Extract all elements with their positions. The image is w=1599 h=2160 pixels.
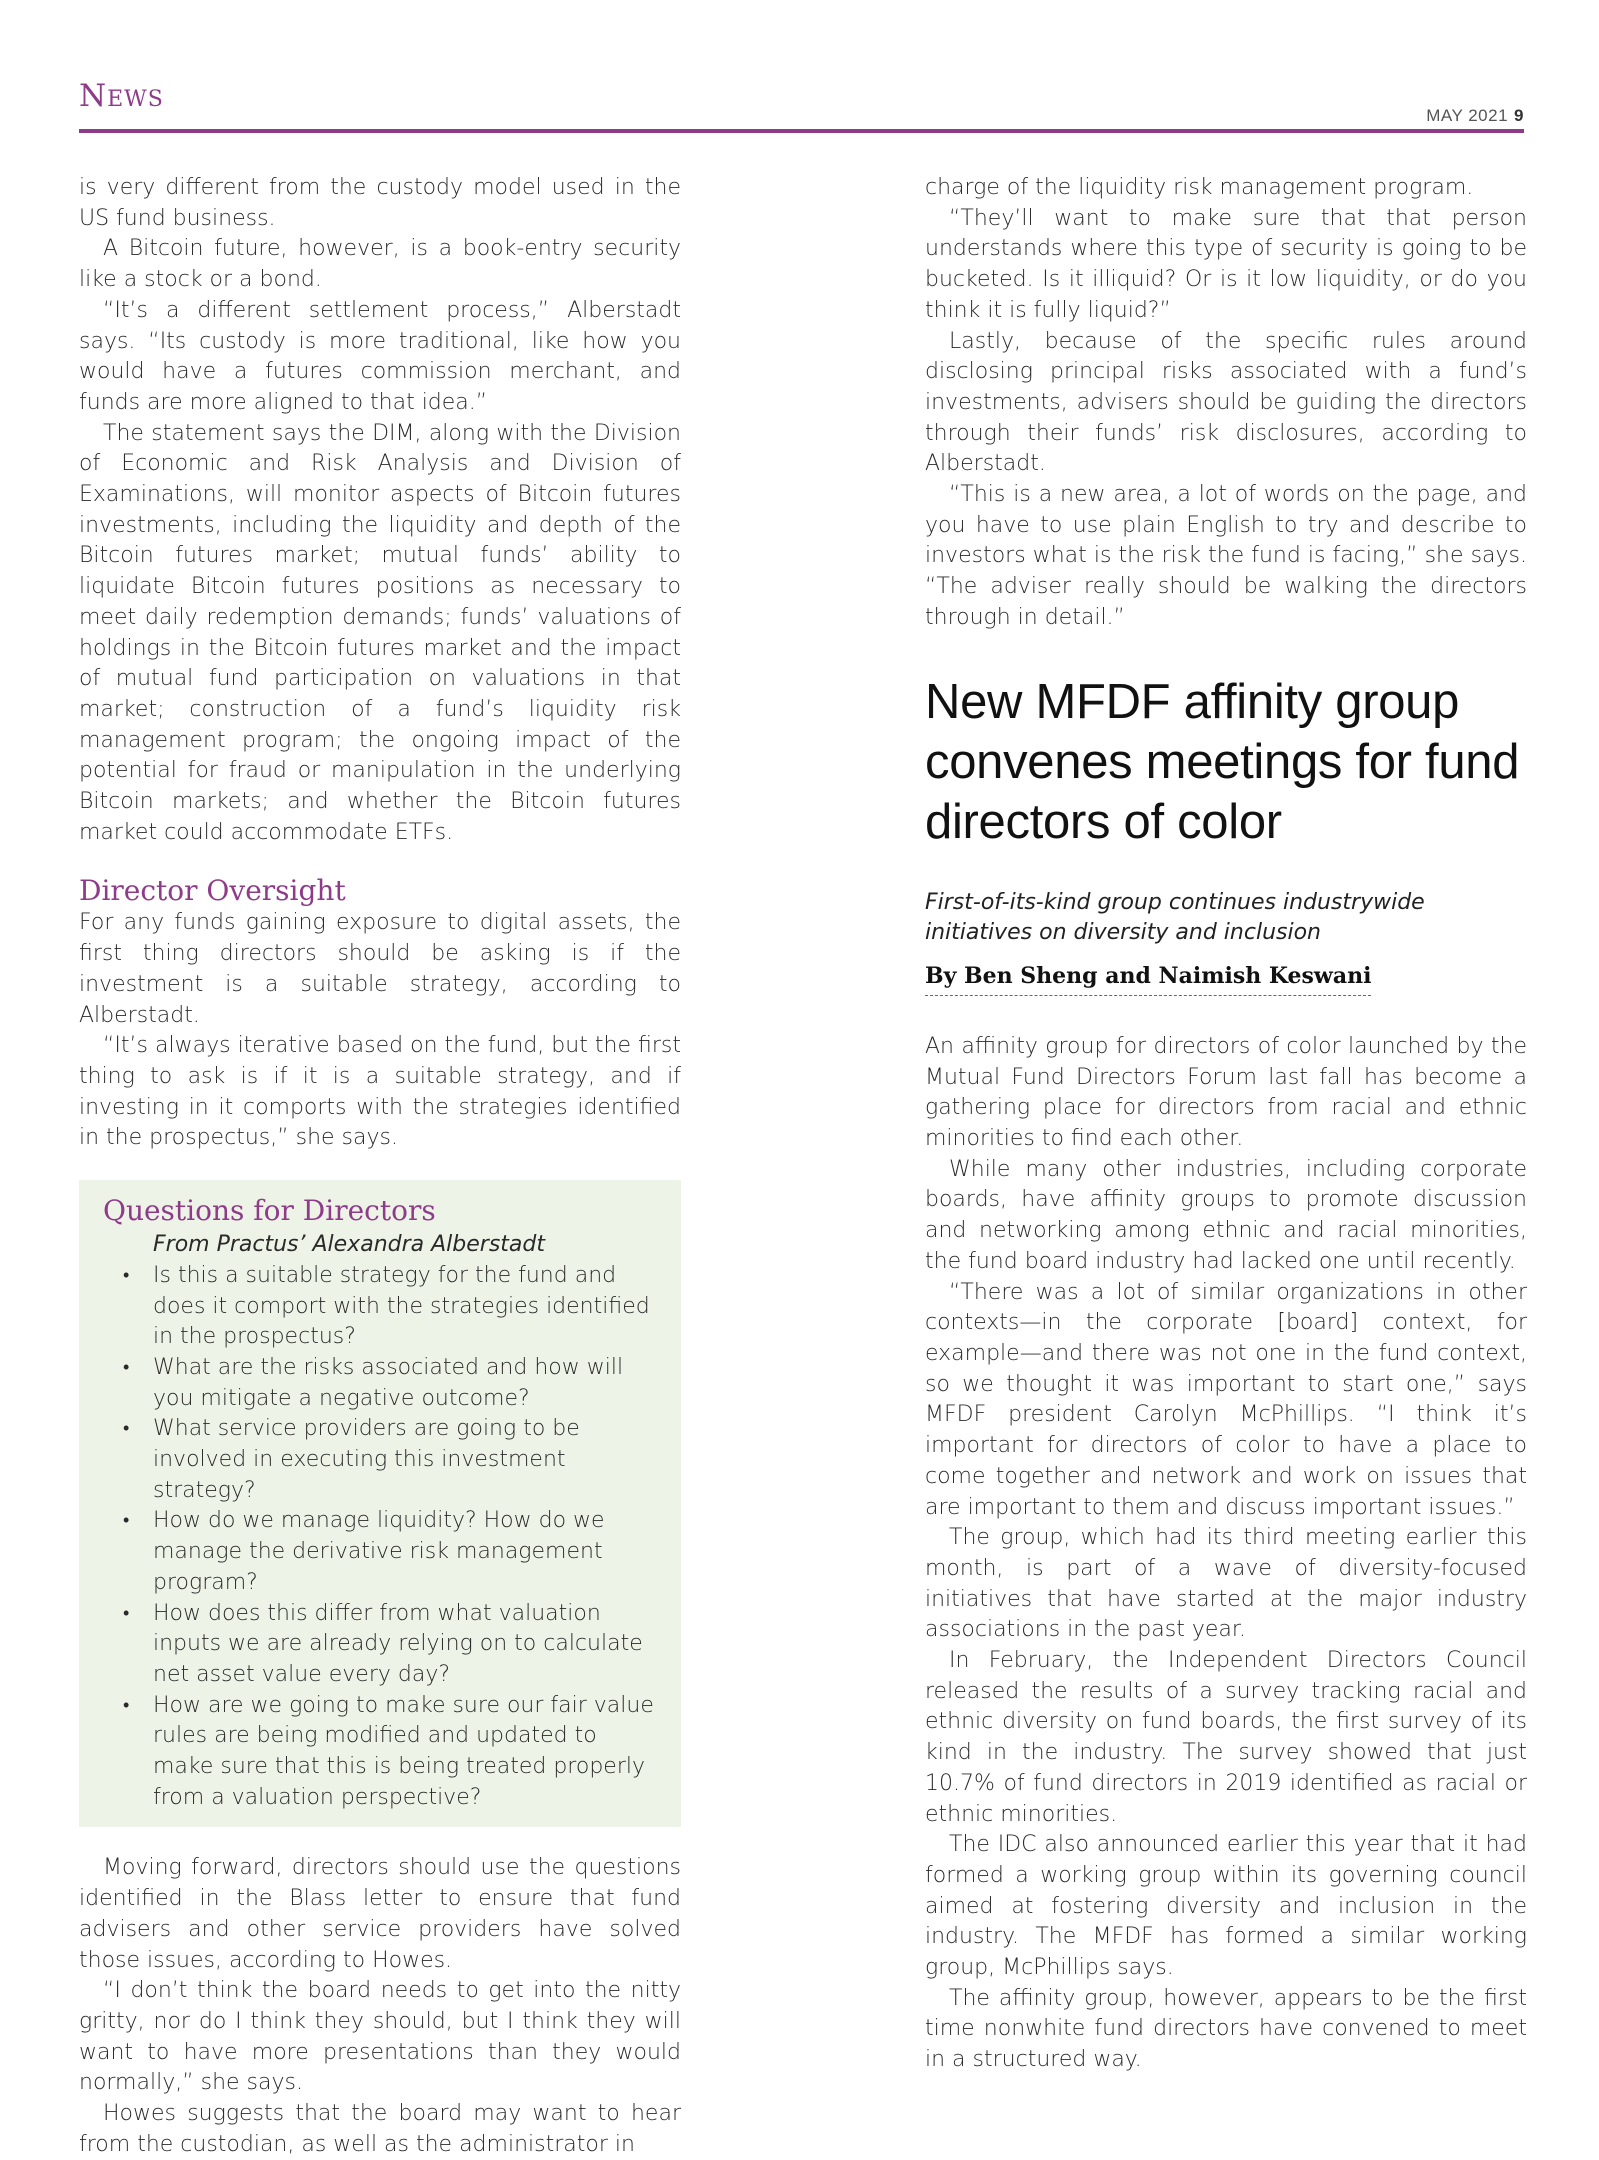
paragraph: An affinity group for directors of color launched by the Mutual Fund Directors Forum last fall has become a gathering place for directors from racial and ethnic minorities to find each other. bbox=[925, 1033, 1527, 1152]
bullet-icon: • bbox=[123, 1602, 130, 1624]
issue-date-text: MAY 2021 bbox=[1426, 106, 1509, 125]
bullet-icon: • bbox=[123, 1418, 130, 1440]
paragraph: “This is a new area, a lot of words on the page, and you have to use plain English to try and describe to investors what is the risk the fund is facing,” she says. “The adviser really should be walking the directors through in detail.” bbox=[925, 482, 1527, 630]
paragraph: The group, which had its third meeting earlier this month, is part of a wave of diversity-focused initiatives that have started at the major industry associations in the past year. bbox=[925, 1525, 1527, 1643]
paragraph: For any funds gaining exposure to digital assets, the first thing directors should be asking is if the investment is a suitable strategy, according to Alberstadt. bbox=[79, 910, 681, 1028]
question-item bbox=[99, 1353, 655, 1414]
paragraph: A Bitcoin future, however, is a book-entry security like a stock or a bond. bbox=[79, 236, 681, 293]
paragraph: “I don’t think the board needs to get into the nitty gritty, nor do I think they should, but I think they will want to have more presentations than they would normally,” she says. bbox=[79, 1978, 681, 2096]
right-column bbox=[925, 173, 1527, 2076]
right-body-top bbox=[925, 173, 1527, 634]
bullet-icon: • bbox=[123, 1510, 130, 1532]
paragraph: The statement says the DIM, along with the Division of Economic and Risk Analysis and Division of Examinations, will monitor aspects of Bitcoin futures investments, including the liquidity and depth of the Bitcoin futures market; mutual funds’ ability to liquidate Bitcoin futures positions as necessary to meet daily redemption demands; funds’ valuations of holdings in the Bitcoin futures market and the impact of mutual fund participation on valuations in that market; construction of a fund’s liquidity risk management program; the ongoing impact of the potential for fraud or manipulation in the underlying Bitcoin markets; and whether the Bitcoin futures market could accommodate ETFs. bbox=[79, 420, 681, 845]
issue-date bbox=[1426, 106, 1524, 126]
article-dek: First-of-its-kind group continues industrywide initiatives on diversity and inclusion bbox=[925, 889, 1425, 946]
question-text: How are we going to make sure our fair value rules are being modified and updated to make sure that this is being treated properly from a valuation perspective? bbox=[153, 1692, 654, 1810]
paragraph: The affinity group, however, appears to be the first time nonwhite fund directors have convened to meet in a structured way. bbox=[925, 1985, 1527, 2073]
paragraph: Howes suggests that the board may want to hear from the custodian, as well as the administrator in bbox=[79, 2101, 681, 2157]
question-text: How do we manage liquidity? How do we manage the derivative risk management program? bbox=[153, 1508, 605, 1595]
question-text: What service providers are going to be involved in executing this investment strategy? bbox=[153, 1416, 580, 1503]
question-item bbox=[99, 1691, 655, 1814]
subhead-director-oversight: Director Oversight bbox=[79, 874, 346, 908]
question-text: How does this differ from what valuation inputs we are already relying on to calculate net asset value every day? bbox=[153, 1600, 643, 1687]
paragraph: In February, the Independent Directors Council released the results of a survey tracking racial and ethnic diversity on fund boards, the first survey of its kind in the industry. The survey showed that just 10.7% of fund directors in 2019 identified as racial or ethnic minorities. bbox=[925, 1648, 1527, 1827]
paragraph: “It’s always iterative based on the fund, but the first thing to ask is if it is a suitable strategy, and if investing in it comports with the strategies identified in the prospectus,” she says. bbox=[79, 1033, 681, 1151]
question-item bbox=[99, 1261, 655, 1353]
bullet-icon: • bbox=[123, 1264, 130, 1286]
left-column bbox=[79, 173, 681, 2160]
paragraph: Lastly, because of the specific rules around disclosing principal risks associated with a fund’s investments, advisers should be guiding the directors through their funds’ risk disclosures, according to Alberstadt. bbox=[925, 328, 1527, 477]
paragraph: “It’s a different settlement process,” Alberstadt says. “Its custody is more traditional, like how you would have a futures commission merchant, and funds are more aligned to that idea.” bbox=[79, 297, 681, 415]
header-rule bbox=[79, 129, 1524, 133]
bullet-icon: • bbox=[123, 1694, 130, 1716]
questions-sidebar bbox=[79, 1180, 681, 1827]
question-text: Is this a suitable strategy for the fund and does it comport with the strategies identified in the prospectus? bbox=[153, 1262, 650, 1350]
left-body-mid bbox=[79, 908, 681, 1154]
paragraph: “They’ll want to make sure that that person understands where this type of security is going to be bucketed. Is it illiquid? Or is it low liquidity, or do you think it is fully liquid?” bbox=[925, 205, 1527, 323]
paragraph: While many other industries, including corporate boards, have affinity groups to promote discussion and networking among ethnic and racial minorities, the fund board industry had lacked one until recently. bbox=[925, 1156, 1527, 1274]
article-headline: New MFDF affinity group convenes meetings for fund directors of color bbox=[925, 674, 1520, 849]
paragraph: Moving forward, directors should use the questions identified in the Blass letter to ensure that fund advisers and other service providers have solved those issues, according to Howes. bbox=[79, 1855, 681, 1973]
sidebar-subtitle: From Practus’ Alexandra Alberstadt bbox=[153, 1232, 545, 1258]
section-title: News bbox=[79, 78, 164, 114]
question-item bbox=[99, 1414, 655, 1506]
paragraph: charge of the liquidity risk management program. bbox=[925, 175, 1474, 200]
sidebar-title: Questions for Directors bbox=[103, 1194, 436, 1228]
paragraph: is very different from the custody model used in the US fund business. bbox=[79, 175, 681, 231]
left-body-bottom bbox=[79, 1853, 681, 2160]
page-number: 9 bbox=[1514, 106, 1524, 125]
paragraph: “There was a lot of similar organizations in other contexts—in the corporate [board] context, for example—and there was not one in the fund context, so we thought it was important to start one,” says MFDF president Carolyn McPhillips. “I think it’s important for directors of color to have a place to come together and network and work on issues that are important to them and discuss important issues.” bbox=[925, 1279, 1527, 1520]
paragraph: The IDC also announced earlier this year that it had formed a working group within its governing council aimed at fostering diversity and inclusion in the industry. The MFDF has formed a similar working group, McPhillips says. bbox=[925, 1832, 1527, 1981]
question-item bbox=[99, 1506, 655, 1598]
bullet-icon: • bbox=[123, 1356, 130, 1378]
question-text: What are the risks associated and how will you mitigate a negative outcome? bbox=[153, 1354, 624, 1411]
right-body-bottom bbox=[925, 1032, 1527, 2076]
question-item bbox=[99, 1599, 655, 1691]
question-list bbox=[99, 1261, 655, 1814]
left-body-top bbox=[79, 173, 681, 848]
byline-spacer bbox=[925, 996, 1527, 1032]
article-byline: By Ben Sheng and Naimish Keswani bbox=[925, 963, 1371, 996]
